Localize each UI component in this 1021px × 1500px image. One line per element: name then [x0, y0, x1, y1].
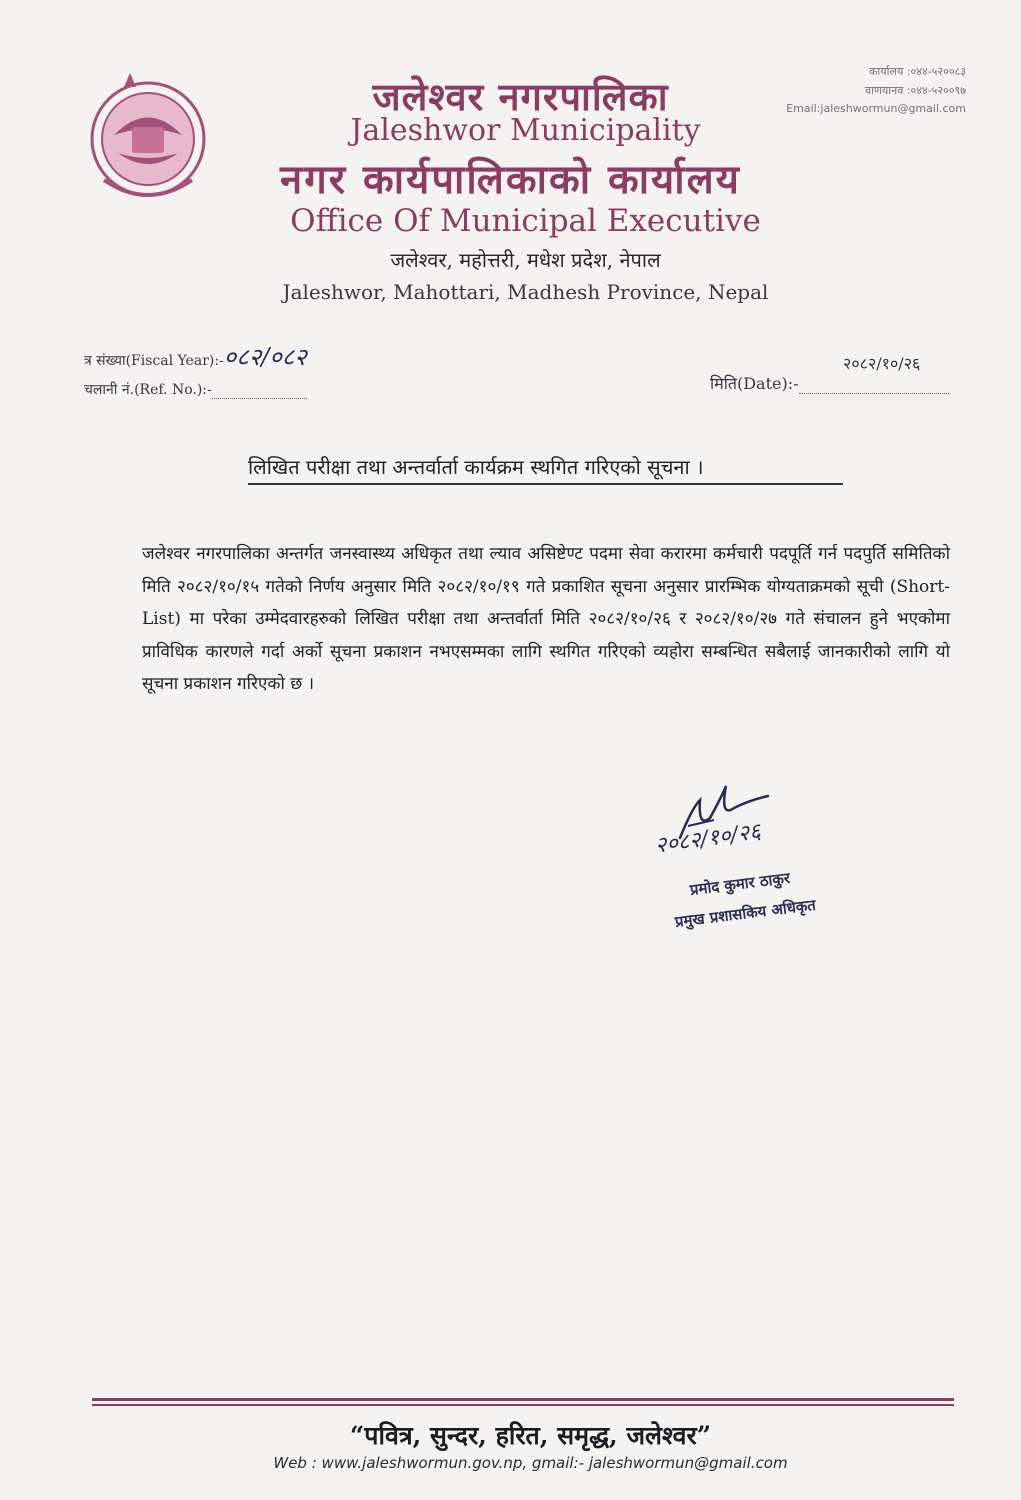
signatory-name: प्रमोद कुमार ठाकुर	[688, 868, 791, 899]
date-value: २०८२/१०/२६	[843, 354, 921, 373]
fiscal-year-row	[84, 340, 307, 373]
notice-body: जलेश्वर नगरपालिका अन्तर्गत जनस्वास्थ्य अधिकृत तथा ल्याव असिष्टेण्ट पदमा सेवा करारमा कर्मचारी पदपूर्ति गर्न पदपुर्ति समितिको मिति २०८२/१०/१५ गतेको निर्णय अनुसार मिति २०८२/१०/१९ गते प्रकाशित सूचना अनुसार प्रारम्भिक योग्यताक्रमको सूची (Short-List) मा परेका उम्मेदवारहरुको लिखित परीक्षा तथा अन्तर्वार्ता मिति २०८२/१०/२६ र २०८२/१०/२७ गते संचालन हुने भएकोमा प्राविधिक कारणले गर्दा अर्को सूचना प्रकाशन नभएसम्मका लागि स्थगित गरिएको व्यहोरा सम्बन्धित सबैलाई जानकारीको लागि यो सूचना प्रकाशन गरिएको छ ।	[142, 544, 950, 694]
signed-date: २०८२/१०/२६	[653, 819, 763, 859]
office-phone: कार्यालय :०४४-५२००८३	[868, 65, 966, 78]
signatory-designation: प्रमुख प्रशासकिय अधिकृत	[673, 895, 817, 931]
fax-number: वाणयानव :०४४-५२००९७	[864, 84, 966, 97]
municipality-name-english: Jaleshwor Municipality	[350, 113, 701, 148]
notice-subject: लिखित परीक्षा तथा अन्तर्वार्ता कार्यक्रम स्थगित गरिएको सूचना ।	[248, 455, 704, 479]
office-name-nepali: नगर कार्यपालिकाको कार्यालय	[280, 156, 741, 203]
footer-rule-thin	[92, 1404, 954, 1406]
footer-motto: “पवित्र, सुन्दर, हरित, समृद्ध, जलेश्वर”	[349, 1421, 712, 1450]
footer-rule	[92, 1398, 954, 1401]
date-blank	[799, 393, 949, 394]
municipality-name-nepali: जलेश्वर नगरपालिका	[372, 74, 669, 119]
office-name-english: Office Of Municipal Executive	[290, 203, 761, 239]
fiscal-year-label: त्र संख्या(Fiscal Year):-	[84, 353, 224, 369]
fiscal-year-value: ०८२/०८२	[223, 343, 307, 371]
contact-email: Email:jaleshwormun@gmail.com	[786, 102, 966, 115]
date-row	[710, 372, 949, 394]
address-nepali: जलेश्वर, महोत्तरी, मधेश प्रदेश, नेपाल	[390, 248, 661, 272]
subject-underline	[248, 483, 843, 485]
ref-no-row	[84, 380, 307, 399]
ref-no-label: चलानी नं.(Ref. No.):-	[84, 382, 212, 398]
footer-web-contact: Web : www.jaleshwormun.gov.np, gmail:- jaleshwormun@gmail.com	[273, 1454, 788, 1472]
date-label: मिति(Date):-	[710, 374, 799, 393]
ref-no-blank	[212, 398, 307, 399]
address-english: Jaleshwor, Mahottari, Madhesh Province, Nepal	[282, 280, 769, 304]
